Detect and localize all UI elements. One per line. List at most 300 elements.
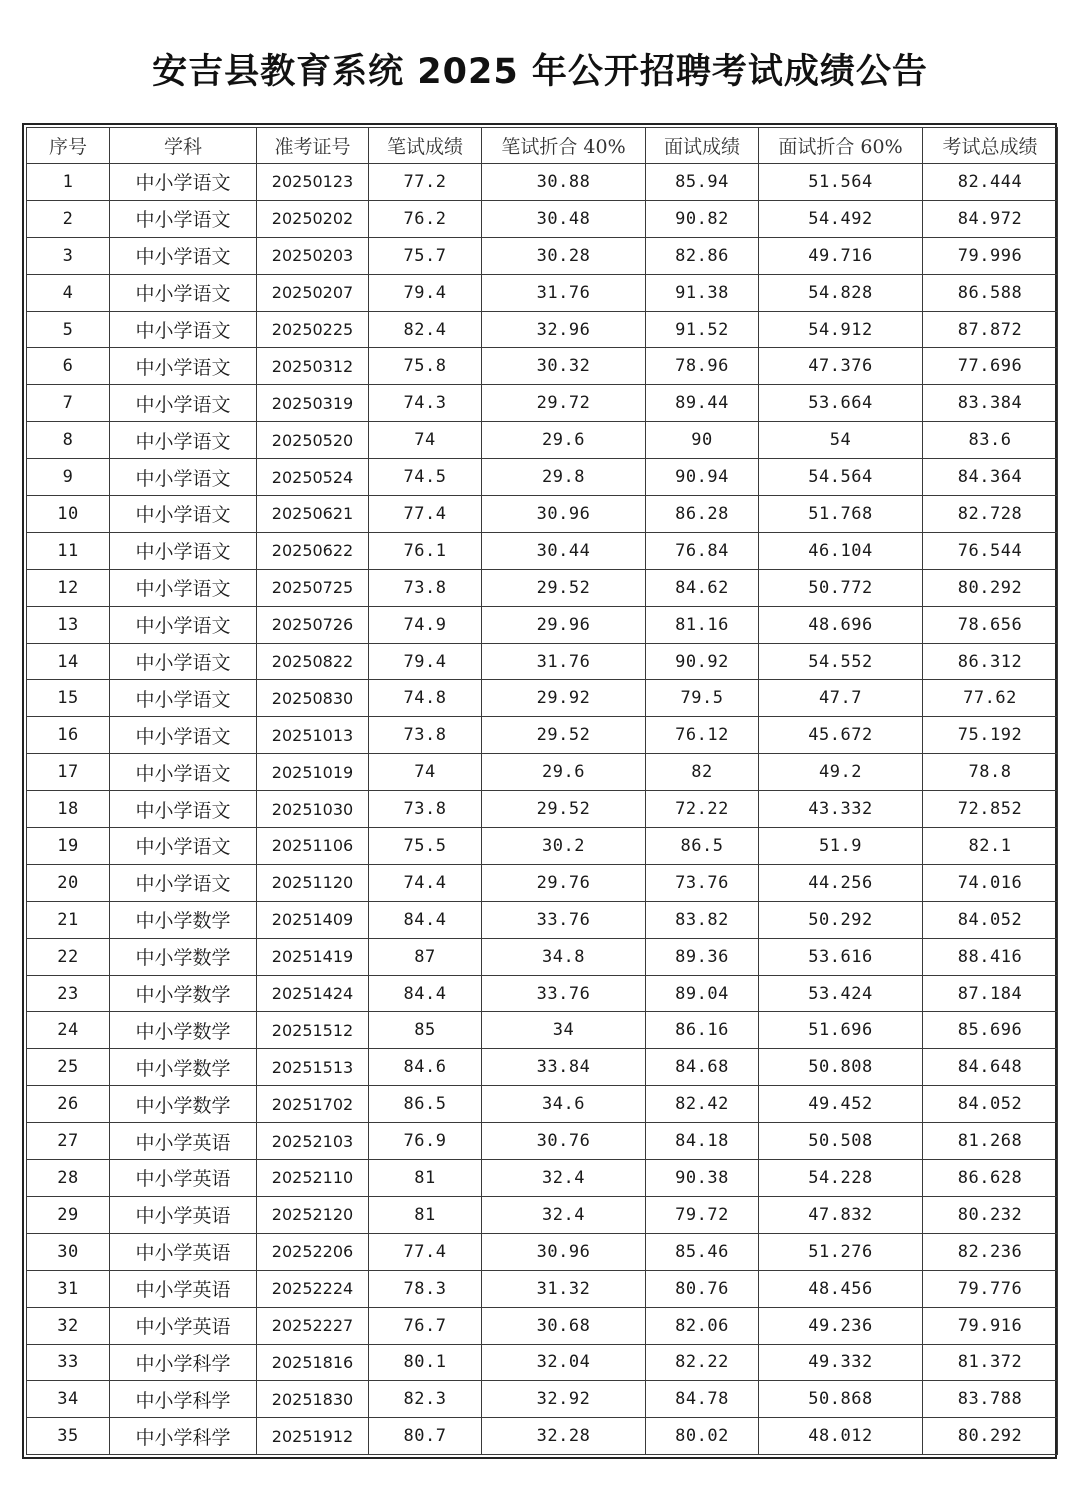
cell-seq: 23 xyxy=(27,975,110,1012)
cell-interview-60: 50.292 xyxy=(759,901,923,938)
cell-written: 82.4 xyxy=(369,311,482,348)
cell-seq: 18 xyxy=(27,791,110,828)
cell-interview-60: 48.012 xyxy=(759,1418,923,1455)
cell-seq: 31 xyxy=(27,1270,110,1307)
cell-interview-60: 51.276 xyxy=(759,1233,923,1270)
cell-ticket: 20250726 xyxy=(257,606,369,643)
cell-ticket: 20250622 xyxy=(257,532,369,569)
cell-written: 75.8 xyxy=(369,348,482,385)
cell-interview-60: 49.2 xyxy=(759,754,923,791)
cell-interview-60: 50.772 xyxy=(759,569,923,606)
cell-seq: 22 xyxy=(27,938,110,975)
cell-interview: 80.02 xyxy=(646,1418,759,1455)
score-table xyxy=(26,127,1058,1455)
cell-interview-60: 49.716 xyxy=(759,237,923,274)
cell-written: 73.8 xyxy=(369,569,482,606)
cell-ticket: 20250123 xyxy=(257,164,369,201)
cell-seq: 11 xyxy=(27,532,110,569)
cell-interview-60: 53.664 xyxy=(759,385,923,422)
cell-written-40: 33.76 xyxy=(482,901,646,938)
cell-ticket: 20252206 xyxy=(257,1233,369,1270)
cell-total: 81.268 xyxy=(923,1123,1058,1160)
cell-interview-60: 50.868 xyxy=(759,1381,923,1418)
cell-written-40: 31.76 xyxy=(482,643,646,680)
cell-total: 85.696 xyxy=(923,1012,1058,1049)
cell-interview: 85.94 xyxy=(646,164,759,201)
cell-written: 75.7 xyxy=(369,237,482,274)
cell-interview: 84.78 xyxy=(646,1381,759,1418)
cell-ticket: 20252103 xyxy=(257,1123,369,1160)
cell-seq: 35 xyxy=(27,1418,110,1455)
cell-written: 77.2 xyxy=(369,164,482,201)
cell-ticket: 20251013 xyxy=(257,717,369,754)
cell-interview: 84.68 xyxy=(646,1049,759,1086)
cell-written-40: 32.4 xyxy=(482,1196,646,1233)
cell-seq: 28 xyxy=(27,1160,110,1197)
table-row xyxy=(27,864,1058,901)
cell-written-40: 32.96 xyxy=(482,311,646,348)
table-row xyxy=(27,459,1058,496)
table-row xyxy=(27,496,1058,533)
cell-written-40: 34.8 xyxy=(482,938,646,975)
cell-interview-60: 51.696 xyxy=(759,1012,923,1049)
cell-interview: 89.44 xyxy=(646,385,759,422)
cell-interview: 86.28 xyxy=(646,496,759,533)
cell-interview: 82.22 xyxy=(646,1344,759,1381)
cell-seq: 26 xyxy=(27,1086,110,1123)
table-row xyxy=(27,532,1058,569)
cell-written-40: 34.6 xyxy=(482,1086,646,1123)
cell-subject: 中小学科学 xyxy=(110,1381,257,1418)
cell-interview-60: 49.236 xyxy=(759,1307,923,1344)
cell-interview: 90.82 xyxy=(646,200,759,237)
table-row xyxy=(27,975,1058,1012)
cell-subject: 中小学语文 xyxy=(110,864,257,901)
cell-interview: 72.22 xyxy=(646,791,759,828)
cell-interview-60: 46.104 xyxy=(759,532,923,569)
cell-ticket: 20251409 xyxy=(257,901,369,938)
cell-seq: 3 xyxy=(27,237,110,274)
cell-written: 73.8 xyxy=(369,791,482,828)
cell-subject: 中小学英语 xyxy=(110,1123,257,1160)
cell-written: 78.3 xyxy=(369,1270,482,1307)
cell-total: 81.372 xyxy=(923,1344,1058,1381)
cell-interview: 89.36 xyxy=(646,938,759,975)
cell-seq: 19 xyxy=(27,828,110,865)
cell-total: 78.656 xyxy=(923,606,1058,643)
cell-total: 84.364 xyxy=(923,459,1058,496)
cell-seq: 17 xyxy=(27,754,110,791)
cell-written: 80.7 xyxy=(369,1418,482,1455)
cell-subject: 中小学数学 xyxy=(110,1086,257,1123)
cell-ticket: 20251019 xyxy=(257,754,369,791)
cell-written-40: 32.92 xyxy=(482,1381,646,1418)
cell-seq: 2 xyxy=(27,200,110,237)
cell-written: 73.8 xyxy=(369,717,482,754)
cell-ticket: 20251830 xyxy=(257,1381,369,1418)
cell-total: 80.232 xyxy=(923,1196,1058,1233)
cell-interview: 84.62 xyxy=(646,569,759,606)
cell-written: 76.2 xyxy=(369,200,482,237)
cell-subject: 中小学语文 xyxy=(110,237,257,274)
cell-interview-60: 49.452 xyxy=(759,1086,923,1123)
cell-seq: 14 xyxy=(27,643,110,680)
cell-interview-60: 51.564 xyxy=(759,164,923,201)
cell-total: 83.788 xyxy=(923,1381,1058,1418)
cell-seq: 6 xyxy=(27,348,110,385)
cell-seq: 10 xyxy=(27,496,110,533)
cell-interview-60: 53.616 xyxy=(759,938,923,975)
cell-seq: 12 xyxy=(27,569,110,606)
table-row xyxy=(27,200,1058,237)
cell-subject: 中小学语文 xyxy=(110,606,257,643)
cell-interview-60: 54.564 xyxy=(759,459,923,496)
cell-subject: 中小学语文 xyxy=(110,311,257,348)
cell-written: 85 xyxy=(369,1012,482,1049)
cell-ticket: 20251419 xyxy=(257,938,369,975)
cell-seq: 1 xyxy=(27,164,110,201)
cell-subject: 中小学语文 xyxy=(110,532,257,569)
cell-interview-60: 54.828 xyxy=(759,274,923,311)
cell-subject: 中小学语文 xyxy=(110,164,257,201)
cell-written: 74.3 xyxy=(369,385,482,422)
cell-interview-60: 47.376 xyxy=(759,348,923,385)
cell-total: 82.444 xyxy=(923,164,1058,201)
cell-written: 75.5 xyxy=(369,828,482,865)
table-row xyxy=(27,164,1058,201)
cell-seq: 8 xyxy=(27,422,110,459)
cell-interview: 86.5 xyxy=(646,828,759,865)
cell-total: 79.916 xyxy=(923,1307,1058,1344)
cell-subject: 中小学语文 xyxy=(110,274,257,311)
cell-seq: 9 xyxy=(27,459,110,496)
cell-written: 74.9 xyxy=(369,606,482,643)
cell-total: 82.236 xyxy=(923,1233,1058,1270)
cell-interview-60: 54.492 xyxy=(759,200,923,237)
cell-subject: 中小学英语 xyxy=(110,1270,257,1307)
cell-total: 83.384 xyxy=(923,385,1058,422)
cell-written: 80.1 xyxy=(369,1344,482,1381)
cell-ticket: 20251702 xyxy=(257,1086,369,1123)
table-row xyxy=(27,1196,1058,1233)
cell-total: 76.544 xyxy=(923,532,1058,569)
cell-total: 82.728 xyxy=(923,496,1058,533)
cell-ticket: 20250520 xyxy=(257,422,369,459)
cell-subject: 中小学数学 xyxy=(110,938,257,975)
cell-written: 76.1 xyxy=(369,532,482,569)
cell-written: 81 xyxy=(369,1160,482,1197)
cell-total: 72.852 xyxy=(923,791,1058,828)
cell-interview-60: 45.672 xyxy=(759,717,923,754)
cell-interview-60: 53.424 xyxy=(759,975,923,1012)
cell-interview-60: 43.332 xyxy=(759,791,923,828)
col-header-subject: 学科 xyxy=(110,128,257,164)
cell-total: 88.416 xyxy=(923,938,1058,975)
cell-written-40: 32.4 xyxy=(482,1160,646,1197)
cell-written: 84.4 xyxy=(369,975,482,1012)
table-row xyxy=(27,1381,1058,1418)
cell-ticket: 20250319 xyxy=(257,385,369,422)
cell-written: 74.8 xyxy=(369,680,482,717)
cell-interview: 73.76 xyxy=(646,864,759,901)
cell-interview: 82 xyxy=(646,754,759,791)
cell-interview: 90 xyxy=(646,422,759,459)
table-row xyxy=(27,1344,1058,1381)
cell-subject: 中小学科学 xyxy=(110,1344,257,1381)
cell-interview-60: 47.7 xyxy=(759,680,923,717)
cell-total: 74.016 xyxy=(923,864,1058,901)
cell-subject: 中小学英语 xyxy=(110,1307,257,1344)
cell-subject: 中小学语文 xyxy=(110,348,257,385)
cell-total: 75.192 xyxy=(923,717,1058,754)
cell-total: 86.312 xyxy=(923,643,1058,680)
cell-ticket: 20250225 xyxy=(257,311,369,348)
cell-subject: 中小学英语 xyxy=(110,1196,257,1233)
cell-total: 84.052 xyxy=(923,1086,1058,1123)
cell-interview-60: 47.832 xyxy=(759,1196,923,1233)
table-row xyxy=(27,237,1058,274)
table-row xyxy=(27,791,1058,828)
cell-seq: 5 xyxy=(27,311,110,348)
cell-written: 76.9 xyxy=(369,1123,482,1160)
cell-seq: 20 xyxy=(27,864,110,901)
cell-seq: 7 xyxy=(27,385,110,422)
cell-interview: 91.52 xyxy=(646,311,759,348)
cell-written-40: 30.96 xyxy=(482,1233,646,1270)
cell-written: 87 xyxy=(369,938,482,975)
table-row xyxy=(27,1418,1058,1455)
cell-seq: 34 xyxy=(27,1381,110,1418)
cell-subject: 中小学数学 xyxy=(110,975,257,1012)
cell-seq: 16 xyxy=(27,717,110,754)
cell-interview: 84.18 xyxy=(646,1123,759,1160)
header-row xyxy=(27,128,1058,164)
cell-ticket: 20250203 xyxy=(257,237,369,274)
cell-seq: 25 xyxy=(27,1049,110,1086)
cell-written: 79.4 xyxy=(369,643,482,680)
cell-seq: 30 xyxy=(27,1233,110,1270)
page-title: 安吉县教育系统 2025 年公开招聘考试成绩公告 xyxy=(152,52,928,92)
cell-interview: 90.94 xyxy=(646,459,759,496)
cell-written-40: 29.6 xyxy=(482,422,646,459)
cell-written-40: 29.6 xyxy=(482,754,646,791)
cell-interview: 89.04 xyxy=(646,975,759,1012)
cell-written: 77.4 xyxy=(369,1233,482,1270)
cell-interview: 82.42 xyxy=(646,1086,759,1123)
cell-total: 79.776 xyxy=(923,1270,1058,1307)
cell-subject: 中小学英语 xyxy=(110,1160,257,1197)
cell-subject: 中小学语文 xyxy=(110,422,257,459)
cell-written: 77.4 xyxy=(369,496,482,533)
table-row xyxy=(27,1233,1058,1270)
cell-ticket: 20252110 xyxy=(257,1160,369,1197)
cell-total: 77.62 xyxy=(923,680,1058,717)
cell-subject: 中小学语文 xyxy=(110,643,257,680)
cell-written-40: 31.76 xyxy=(482,274,646,311)
cell-interview-60: 50.808 xyxy=(759,1049,923,1086)
cell-interview-60: 54.228 xyxy=(759,1160,923,1197)
cell-seq: 13 xyxy=(27,606,110,643)
cell-ticket: 20250524 xyxy=(257,459,369,496)
cell-ticket: 20250830 xyxy=(257,680,369,717)
cell-total: 86.588 xyxy=(923,274,1058,311)
cell-ticket: 20251513 xyxy=(257,1049,369,1086)
cell-written: 76.7 xyxy=(369,1307,482,1344)
cell-subject: 中小学语文 xyxy=(110,496,257,533)
cell-written-40: 33.84 xyxy=(482,1049,646,1086)
col-header-interview: 面试成绩 xyxy=(646,128,759,164)
cell-ticket: 20251816 xyxy=(257,1344,369,1381)
cell-written-40: 30.96 xyxy=(482,496,646,533)
cell-total: 84.052 xyxy=(923,901,1058,938)
cell-written-40: 30.76 xyxy=(482,1123,646,1160)
cell-ticket: 20251912 xyxy=(257,1418,369,1455)
cell-total: 84.972 xyxy=(923,200,1058,237)
cell-ticket: 20251512 xyxy=(257,1012,369,1049)
table-row xyxy=(27,1160,1058,1197)
cell-seq: 29 xyxy=(27,1196,110,1233)
cell-seq: 4 xyxy=(27,274,110,311)
table-row xyxy=(27,311,1058,348)
cell-total: 78.8 xyxy=(923,754,1058,791)
cell-interview-60: 49.332 xyxy=(759,1344,923,1381)
cell-interview: 86.16 xyxy=(646,1012,759,1049)
cell-interview: 90.92 xyxy=(646,643,759,680)
cell-interview-60: 51.768 xyxy=(759,496,923,533)
cell-subject: 中小学语文 xyxy=(110,680,257,717)
table-row xyxy=(27,422,1058,459)
table-row xyxy=(27,1086,1058,1123)
cell-written: 84.6 xyxy=(369,1049,482,1086)
cell-total: 87.184 xyxy=(923,975,1058,1012)
cell-subject: 中小学数学 xyxy=(110,901,257,938)
table-row xyxy=(27,274,1058,311)
cell-subject: 中小学语文 xyxy=(110,569,257,606)
table-row xyxy=(27,1049,1058,1086)
cell-total: 79.996 xyxy=(923,237,1058,274)
cell-subject: 中小学科学 xyxy=(110,1418,257,1455)
cell-interview-60: 48.696 xyxy=(759,606,923,643)
cell-interview: 76.84 xyxy=(646,532,759,569)
cell-interview: 82.06 xyxy=(646,1307,759,1344)
cell-ticket: 20250312 xyxy=(257,348,369,385)
cell-total: 82.1 xyxy=(923,828,1058,865)
table-row xyxy=(27,1307,1058,1344)
cell-seq: 15 xyxy=(27,680,110,717)
cell-written-40: 32.04 xyxy=(482,1344,646,1381)
cell-seq: 32 xyxy=(27,1307,110,1344)
table-row xyxy=(27,717,1058,754)
cell-interview-60: 51.9 xyxy=(759,828,923,865)
cell-interview-60: 48.456 xyxy=(759,1270,923,1307)
cell-ticket: 20252224 xyxy=(257,1270,369,1307)
cell-interview-60: 54.552 xyxy=(759,643,923,680)
cell-interview: 78.96 xyxy=(646,348,759,385)
cell-subject: 中小学数学 xyxy=(110,1012,257,1049)
cell-written-40: 29.52 xyxy=(482,717,646,754)
cell-written-40: 32.28 xyxy=(482,1418,646,1455)
cell-written-40: 30.2 xyxy=(482,828,646,865)
cell-ticket: 20250725 xyxy=(257,569,369,606)
col-header-seq: 序号 xyxy=(27,128,110,164)
cell-interview-60: 50.508 xyxy=(759,1123,923,1160)
table-row xyxy=(27,348,1058,385)
col-header-total: 考试总成绩 xyxy=(923,128,1058,164)
cell-interview: 76.12 xyxy=(646,717,759,754)
cell-total: 83.6 xyxy=(923,422,1058,459)
cell-interview-60: 54.912 xyxy=(759,311,923,348)
cell-written: 74.5 xyxy=(369,459,482,496)
cell-interview: 81.16 xyxy=(646,606,759,643)
table-row xyxy=(27,1270,1058,1307)
cell-ticket: 20250822 xyxy=(257,643,369,680)
cell-ticket: 20251120 xyxy=(257,864,369,901)
cell-written-40: 30.68 xyxy=(482,1307,646,1344)
cell-written-40: 33.76 xyxy=(482,975,646,1012)
cell-written: 84.4 xyxy=(369,901,482,938)
cell-ticket: 20250207 xyxy=(257,274,369,311)
cell-total: 80.292 xyxy=(923,569,1058,606)
cell-subject: 中小学英语 xyxy=(110,1233,257,1270)
cell-written-40: 29.76 xyxy=(482,864,646,901)
col-header-written: 笔试成绩 xyxy=(369,128,482,164)
cell-seq: 27 xyxy=(27,1123,110,1160)
cell-seq: 24 xyxy=(27,1012,110,1049)
cell-subject: 中小学数学 xyxy=(110,1049,257,1086)
cell-subject: 中小学语文 xyxy=(110,200,257,237)
table-row xyxy=(27,1012,1058,1049)
cell-interview-60: 54 xyxy=(759,422,923,459)
cell-total: 87.872 xyxy=(923,311,1058,348)
cell-written: 74 xyxy=(369,754,482,791)
cell-ticket: 20252227 xyxy=(257,1307,369,1344)
cell-total: 80.292 xyxy=(923,1418,1058,1455)
cell-ticket: 20251030 xyxy=(257,791,369,828)
cell-written-40: 29.52 xyxy=(482,791,646,828)
cell-total: 86.628 xyxy=(923,1160,1058,1197)
cell-written-40: 30.32 xyxy=(482,348,646,385)
table-row xyxy=(27,385,1058,422)
cell-interview-60: 44.256 xyxy=(759,864,923,901)
cell-ticket: 20250621 xyxy=(257,496,369,533)
col-header-written-40: 笔试折合 40% xyxy=(482,128,646,164)
cell-interview: 79.72 xyxy=(646,1196,759,1233)
cell-written-40: 29.8 xyxy=(482,459,646,496)
cell-interview: 91.38 xyxy=(646,274,759,311)
table-row xyxy=(27,828,1058,865)
cell-written-40: 30.28 xyxy=(482,237,646,274)
cell-ticket: 20251424 xyxy=(257,975,369,1012)
cell-written: 81 xyxy=(369,1196,482,1233)
table-row xyxy=(27,606,1058,643)
cell-written: 82.3 xyxy=(369,1381,482,1418)
cell-written-40: 30.88 xyxy=(482,164,646,201)
cell-subject: 中小学语文 xyxy=(110,717,257,754)
cell-written-40: 29.72 xyxy=(482,385,646,422)
cell-written-40: 29.96 xyxy=(482,606,646,643)
cell-subject: 中小学语文 xyxy=(110,828,257,865)
cell-interview: 82.86 xyxy=(646,237,759,274)
cell-written: 86.5 xyxy=(369,1086,482,1123)
cell-ticket: 20250202 xyxy=(257,200,369,237)
cell-written-40: 31.32 xyxy=(482,1270,646,1307)
table-row xyxy=(27,643,1058,680)
table-row xyxy=(27,901,1058,938)
cell-written: 74 xyxy=(369,422,482,459)
cell-ticket: 20251106 xyxy=(257,828,369,865)
table-row xyxy=(27,938,1058,975)
cell-subject: 中小学语文 xyxy=(110,791,257,828)
